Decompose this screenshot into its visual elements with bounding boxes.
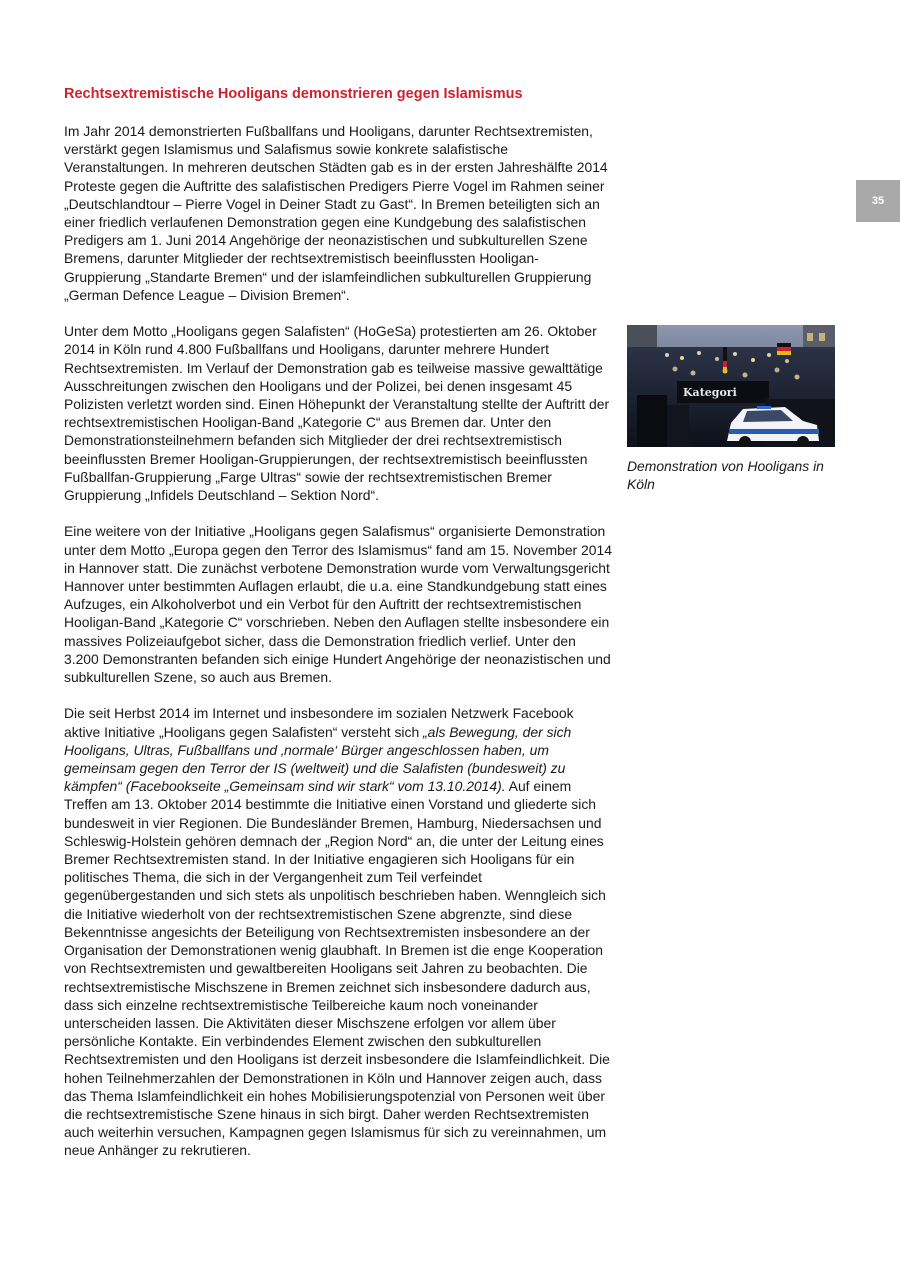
demonstration-photo xyxy=(627,325,835,447)
page-number-tab: 35 xyxy=(856,180,900,222)
paragraph-4 xyxy=(64,704,612,1159)
paragraph-4-rest: Auf einem Treffen am 13. Oktober 2014 bestimmte die Initiative einen Vorstand und gliederte sich bundesweit in vier Regionen. Die Bundesländer Bremen, Hamburg, Niedersachsen und Schleswig-Holstein gehören demnach der „Region Nord“ an, die unter der Leitung eines Bremer Rechtsextremisten stand. In der Initiative engagieren sich Hooligans für ein politisches Thema, die sich in der Vergangenheit zum Teil verfeindet gegenübergestanden und sich stets als unpolitisch beschrieben haben. Wenngleich sich die Initiative wiederholt von der rechtsextremistischen Szene abgrenzte, sind diese Bekenntnisse angesichts der Beteiligung von Rechtsextremisten insbesondere an der Organisation der Demonstrationen wenig glaubhaft. In Bremen ist die enge Kooperation von Rechtsextremisten und gewaltbereiten Hooligans seit Jahren zu beobachten. Die rechtsextremistische Mischszene in Bremen zeichnet sich insbesondere dadurch aus, dass sich einzelne rechtsextremistische Teilbereiche kaum noch voneinander unterscheiden lassen. Die Aktivitäten dieser Mischszene erfolgen vor allem über persönliche Kontakte. Ein verbindendes Element zwischen den subkulturellen Rechtsextremisten und den Hooligans ist derzeit insbesondere die Islamfeindlichkeit. Die hohen Teilnehmerzahlen der Demonstrationen in Köln und Hannover zeigen auch, dass das Thema Islamfeindlichkeit ein hohes Mobilisierungspotenzial von Personen weit über die rechtsextremistische Szene hinaus in sich birgt. Daher werden Rechtsextremisten auch weiterhin versuchen, Kampagnen gegen Islamismus für sich zu vereinnahmen, um neue Anhänger zu rekrutieren. xyxy=(64,778,610,1159)
paragraph-3: Eine weitere von der Initiative „Hooligans gegen Salafismus“ organisierte Demonstration unter dem Motto „Europa gegen den Terror des Islamismus“ fand am 15. November 2014 in Hannover statt. Die zunächst verbotene Demonstration wurde vom Verwaltungsgericht Hannover unter bestimmten Auflagen erlaubt, die u.a. eine Standkundgebung statt eines Aufzuges, ein Alkoholverbot und ein Verbot für den Auftritt der rechtsextremistischen Hooligan-Band „Kategorie C“ vorschrieben. Neben den Auflagen stellte insbesondere ein massives Polizeiaufgebot sicher, dass die Demonstration friedlich verlief. Unter den 3.200 Demonstranten befanden sich einige Hundert Angehörige der neonazistischen und subkulturellen Szene, so auch aus Bremen. xyxy=(64,523,612,686)
facebook-quote: „als Bewegung, der sich Hooligans, Ultras, Fußballfans und ‚normale‘ Bürger angeschlossen haben, um gemeinsam gegen den Terror der IS (weltweit) und die Salafisten (bundesweit) zu kämpfen“ (Facebookseite „Gemeinsam sind wir stark“ vom 13.10.2014). xyxy=(64,723,572,795)
paragraph-2: Unter dem Motto „Hooligans gegen Salafisten“ (HoGeSa) protestierten am 26. Oktober 2014 in Köln rund 4.800 Fußballfans und Hooligans, darunter mehrere Hundert Rechtsextremisten. Im Verlauf der Demonstration gab es teilweise massive gewalttätige Ausschreitungen zwischen den Hooligans und der Polizei, bei denen insgesamt 45 Polizisten verletzt worden sind. Einen Höhepunkt der Veranstaltung stellte der Auftritt der rechtsextremistischen Hooligan-Band „Kategorie C“ aus Bremen dar. Unter den Demonstrationsteilnehmern befanden sich Mitglieder der drei rechtsextremistisch beeinflussten Bremer Hooligan-Gruppierungen, der rechtsextremistisch beeinflussten Fußballfan-Gruppierung „Farge Ultras“ sowie der rechtsextremistischen Bremer Gruppierung „Infidels Deutschland – Sektion Nord“. xyxy=(64,323,610,504)
paragraph-1: Im Jahr 2014 demonstrierten Fußballfans und Hooligans, darunter Rechtsextremisten, verstärkt gegen Islamismus und Salafismus sowie konkrete salafistische Veranstaltungen. In mehreren deutschen Städten gab es in der ersten Jahreshälfte 2014 Proteste gegen die Auftritte des salafistischen Predigers Pierre Vogel im Rahmen seiner „Deutschlandtour – Pierre Vogel in Deiner Stadt zu Gast“. In Bremen beteiligten sich an einer friedlich verlaufenen Demonstration gegen eine Kundgebung des salafistischen Predigers am 1. Juni 2014 Angehörige der neonazistischen und subkulturellen Szene Bremens, darunter Mitglieder der rechtsextremistisch beeinflussten Hooligan-Gruppierung „Standarte Bremen“ und der islamfeindlichen subkulturellen Gruppierung „German Defence League – Division Bremen“. xyxy=(64,123,608,303)
section-heading: Rechtsextremistische Hooligans demonstrieren gegen Islamismus xyxy=(64,86,523,102)
banner-text: Kategori xyxy=(683,386,737,399)
main-text-column xyxy=(64,122,612,1178)
paragraph-4-intro: Die seit Herbst 2014 im Internet und insbesondere im sozialen Netzwerk Facebook aktive Initiative „Hooligans gegen Salafisten“ versteht sich xyxy=(64,705,574,740)
photo-caption: Demonstration von Hooligans in Köln xyxy=(627,458,824,492)
